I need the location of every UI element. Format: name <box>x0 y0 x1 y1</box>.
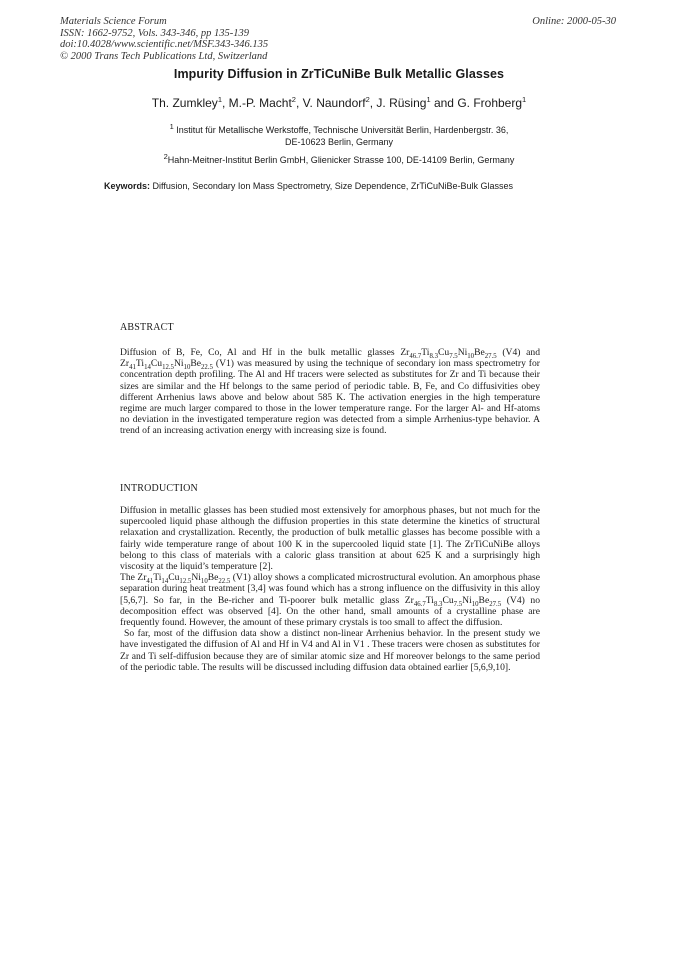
author-separator: and <box>430 96 458 110</box>
affiliation-2 <box>100 151 578 167</box>
author-affiliation-mark: 1 <box>426 95 431 104</box>
author-name: M.-P. Macht <box>228 96 292 110</box>
intro-paragraph: The $Zr_{41}Ti_{14}Cu_{12.5}Ni_{10}Be_{22.5}$ (V1) alloy shows a complicated microstructural evolution. An amorphous phase separation during heat treatment [3,4] was found which has a strong influence on the diffusivity in this alloy [5,6,7]. So far, in the Be-richer and Ti-poorer bulk metallic glass $Zr_{46.7}Ti_{8.3}Cu_{7.5}Ni_{10}Be_{27.5}$ (V4) no decomposition effect was observed [4]. On the other hand, small amounts of a crystalline phase are frequently found. However, the amount of these primary crystals is too small to affect the diffusion. <box>120 572 540 629</box>
author-name: J. Rüsing <box>376 96 427 110</box>
author-list <box>0 95 678 110</box>
affiliation-mark: 2 <box>163 152 168 161</box>
keywords <box>104 181 556 192</box>
doi-line: doi:10.4028/www.scientific.net/MSF.343-346.135 <box>60 39 269 50</box>
author-separator: , <box>221 96 229 110</box>
abstract-fragment: Diffusion of B, Fe, Co, Al and Hf in the bulk metallic glasses <box>120 347 401 358</box>
issn-line: ISSN: 1662-9752, Vols. 343-346, pp 135-139 <box>60 27 249 39</box>
formula-v4: $Zr_{46.7}Ti_{8.3}Cu_{7.5}Ni_{10}Be_{27.5}$ <box>404 594 502 608</box>
keywords-label: Keywords: <box>104 181 151 191</box>
formula-v1: $Zr_{41}Ti_{14}Cu_{12.5}Ni_{10}Be_{22.5}$ <box>137 572 231 586</box>
affiliation-line: DE-10623 Berlin, Germany <box>284 136 394 147</box>
author-affiliation-mark: 1 <box>522 95 527 104</box>
formula-v4: $Zr_{46.7}Ti_{8.3}Cu_{7.5}Ni_{10}Be_{27.5}$ <box>400 347 497 360</box>
author-separator: , <box>295 96 303 110</box>
affiliation-mark: 1 <box>169 122 174 131</box>
introduction-heading: INTRODUCTION <box>120 483 198 494</box>
abstract-fragment: (V1) was measured by using the technique of secondary ion mass spectrometry for concentration depth profiling. The Al and Hf tracers were selected as substitutes for Zr and Ti because their sizes are similar and the Hf belongs to the same period of periodic table. B, Fe, and Co diffusivities obey different Arrhenius laws above and below about 585 K. The activation energies in the high temperature regime are much larger compared to those in the lower temperature range. For the larger Al- and Hf-atoms no deviation in the investigated temperature region was detected from a simple Arrhenius-type behavior. A trend of an increasing activation energy with increasing size is found. <box>120 358 540 437</box>
affiliation-line: Hahn-Meitner-Institut Berlin GmbH, Glienicker Strasse 100, DE-14109 Berlin, Germany <box>167 155 515 165</box>
affiliation-1 <box>100 121 578 148</box>
author-affiliation-mark: 2 <box>365 95 370 104</box>
intro-paragraph: Diffusion in metallic glasses has been studied most extensively for amorphous phases, but not much for the supercooled liquid phase although the diffusion properties in this state determine the kinetics of structural relaxation and crystallization. Recently, the production of bulk metallic glasses has become possible with a fairly wide temperature range of about 100 K in the supercooled liquid state [1]. The ZrTiCuNiBe alloys belong to this class of materials with a caloric glass transition at about 625 K and a surprisingly high viscosity at the liquid’s temperature [2]. <box>120 505 540 573</box>
affiliation-line: Institut für Metallische Werkstoffe, Technische Universität Berlin, Hardenbergstr. 36, <box>176 125 509 135</box>
author-affiliation-mark: 2 <box>291 95 296 104</box>
journal-name: Materials Science Forum <box>60 16 167 27</box>
author-name: V. Naundorf <box>302 96 366 110</box>
copyright-line: © 2000 Trans Tech Publications Ltd, Switzerland <box>60 50 268 62</box>
author-affiliation-mark: 1 <box>217 95 222 104</box>
keywords-text: Diffusion, Secondary Ion Mass Spectrometry, Size Dependence, ZrTiCuNiBe-Bulk Glasses <box>152 181 514 191</box>
intro-paragraph: So far, most of the diffusion data show a distinct non-linear Arrhenius behavior. In the present study we have investigated the diffusion of Al and Hf in V4 and Al in V1 . These tracers were chosen as substitutes for Zr and Ti self-diffusion because they are of similar atomic size and Hf moreover belongs to the same period of the periodic table. The results will be discussed including diffusion data obtained earlier [5,6,9,10]. <box>120 628 540 673</box>
paper-title: Impurity Diffusion in ZrTiCuNiBe Bulk Metallic Glasses <box>173 67 505 81</box>
journal-header <box>60 16 268 62</box>
author-separator: , <box>369 96 377 110</box>
author-name: G. Frohberg <box>457 96 523 110</box>
abstract-text <box>120 347 540 437</box>
introduction-text <box>120 505 540 673</box>
online-date: Online: 2000-05-30 <box>532 16 616 27</box>
formula-v1: $Zr_{41}Ti_{14}Cu_{12.5}Ni_{10}Be_{22.5}$ <box>120 358 213 372</box>
author-name: Th. Zumkley <box>151 96 218 110</box>
abstract-fragment: (V4) and <box>496 347 541 358</box>
abstract-heading: ABSTRACT <box>120 322 174 333</box>
